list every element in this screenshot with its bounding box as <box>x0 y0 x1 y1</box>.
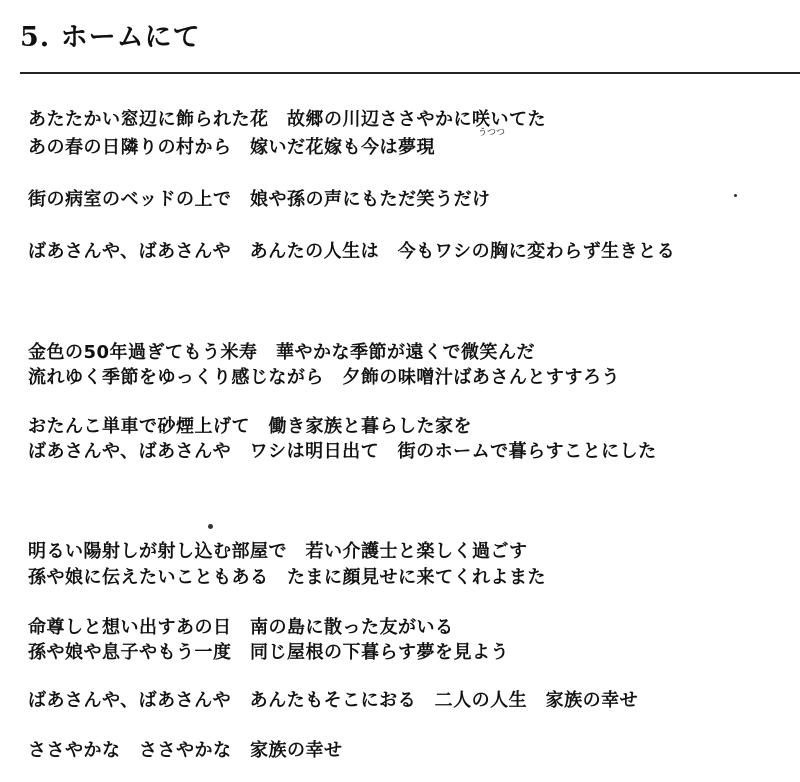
lyric-line: 明るい陽射しが射し込む部屋で 若い介護士と楽しく過ごす <box>28 541 528 562</box>
lyric-line: 流れゆく季節をゆっくり感じながら 夕飾の味噌汁ばあさんとすすろう <box>28 367 620 388</box>
lyric-line: ばあさんや、ばあさんや ワシは明日出て 街のホームで暮らすことにした <box>28 441 657 462</box>
lyric-line: 孫や娘や息子やもう一度 同じ屋根の下暮らす夢を見よう <box>28 642 509 663</box>
lyric-line: ささやかな ささやかな 家族の幸せ <box>28 740 343 761</box>
scan-speck <box>734 194 737 197</box>
lyric-line: 孫や娘に伝えたいこともある たまに顔見せに来てくれよまた <box>28 567 546 588</box>
lyric-line: ばあさんや、ばあさんや あんたもそこにおる 二人の人生 家族の幸せ <box>28 690 639 711</box>
page-title: 5. ホームにて <box>20 22 201 53</box>
lyric-line: ばあさんや、ばあさんや あんたの人生は 今もワシの胸に変わらず生きとる <box>28 241 676 262</box>
lyric-line: 金色の50年過ぎてもう米寿 華やかな季節が遠くで微笑んだ <box>28 342 536 363</box>
ruby-annotation: うつつ <box>478 128 506 138</box>
lyric-line: あの春の日隣りの村から 嫁いだ花嫁も今は夢現 <box>28 137 435 158</box>
lyric-line: あたたかい窓辺に飾られた花 故郷の川辺ささやかに咲いてた <box>28 109 546 130</box>
lyric-line: 街の病室のベッドの上で 娘や孫の声にもただ笑うだけ <box>28 189 491 210</box>
lyric-line: おたんこ単車で砂煙上げて 働き家族と暮らした家を <box>28 416 472 437</box>
title-divider <box>20 72 800 74</box>
scan-speck <box>208 524 213 529</box>
lyric-line: 命尊しと想い出すあの日 南の島に散った友がいる <box>28 617 454 638</box>
